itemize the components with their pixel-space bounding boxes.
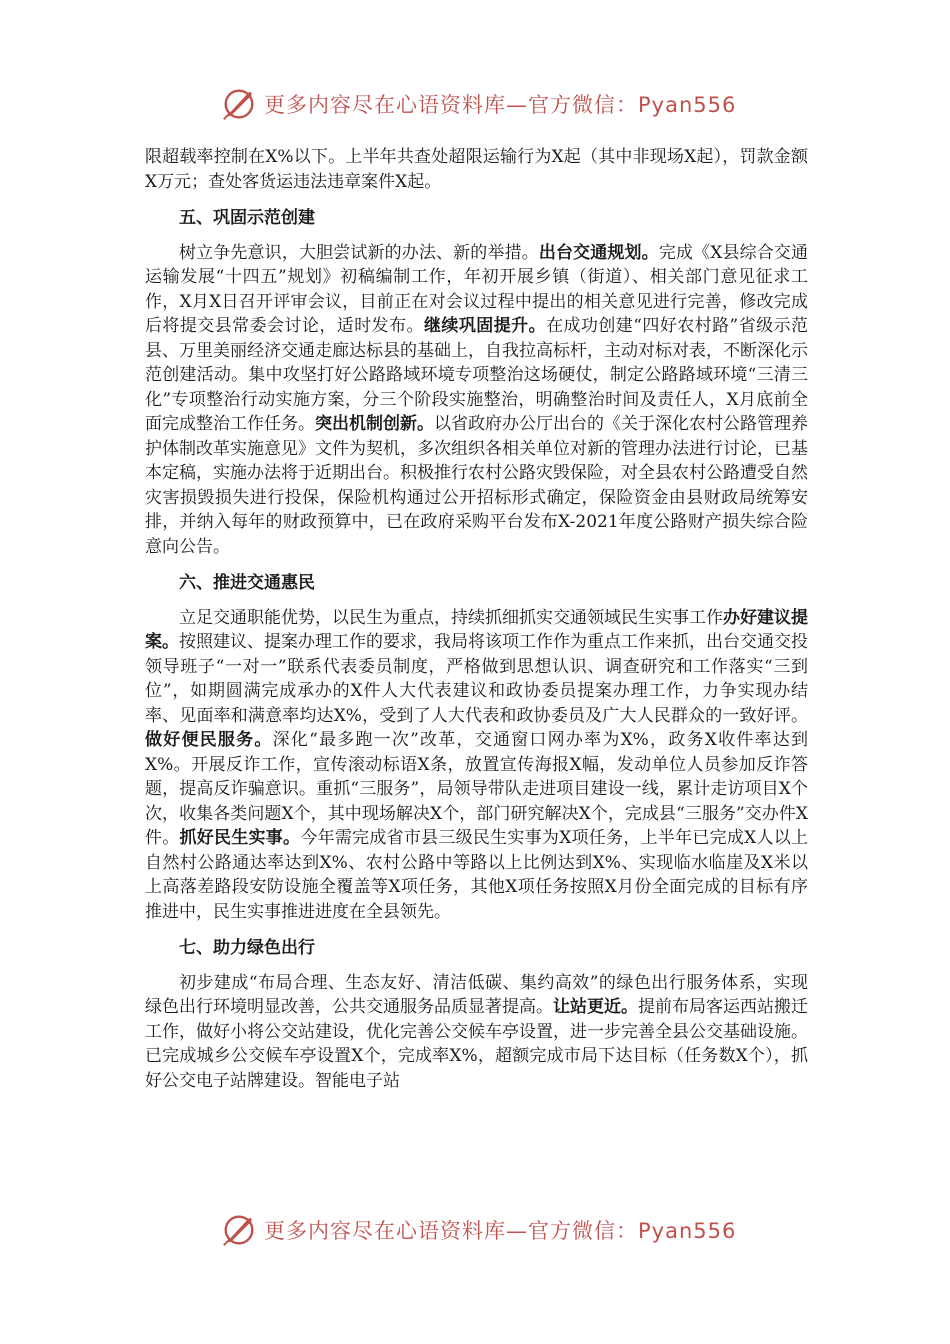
section-heading-7: 七、助力绿色出行 [179, 938, 315, 958]
paragraph-section-5: 树立争先意识，大胆尝试新的办法、新的举措。出台交通规划。完成《X县综合交通运输发展“十四五”规划》初稿编制工作，年初开展乡镇（街道）、相关部门意见征求工作，X月X日召开评审会议，目前正在对会议过程中提出的相关意见进行完善，修改完成后将提交县常委会讨论，适时发布。继续巩固提升。在成功创建“四好农村路”省级示范县、万里美丽经济交通走廊达标县的基础上，自我拉高标杆，主动对标对表，不断深化示范创建活动。集中攻坚打好公路路域环境专项整治这场硬仗，制定公路路域环境“三清三化”专项整治行动实施方案，分三个阶段实施整治，明确整治时间及责任人，X月底前全面完成整治工作任务。突出机制创新。以省政府办公厅出台的《关于深化农村公路管理养护体制改革实施意见》文件为契机，多次组织各相关单位对新的管理办法进行讨论，已基本定稿，实施办法将于近期出台。积极推行农村公路灾毁保险，对全县农村公路遭受自然灾害损毁损失进行投保，保险机构通过公开招标形式确定，保险资金由县财政局统筹安排，并纳入每年的财政预算中，已在政府采购平台发布X-2021年度公路财产损失综合险意向公告。 [145, 242, 809, 557]
watermark-text: 更多内容尽在心语资料库—官方微信：Pyan556 [264, 1219, 737, 1243]
section-heading-6: 六、推进交通惠民 [179, 573, 315, 593]
quill-logo-icon [220, 1211, 258, 1249]
bold-lead-service: 做好便民服务。 [145, 730, 273, 750]
header-watermark-banner [220, 84, 740, 124]
quill-logo-icon [220, 85, 258, 123]
footer-watermark-banner [220, 1210, 740, 1250]
bold-lead-livelihood: 抓好民生实事。 [179, 828, 301, 848]
bold-lead-innovation: 突出机制创新。 [315, 414, 434, 434]
paragraph-section-6: 立足交通职能优势，以民生为重点，持续抓细抓实交通领域民生实事工作办好建议提案。按照建议、提案办理工作的要求，我局将该项工作作为重点工作来抓，出台交通交投领导班子“一对一”联系代表委员制度，严格做到思想认识、调查研究和工作落实“三到位”，如期圆满完成承办的X件人大代表建议和政协委员提案办理工作，力争实现办结率、见面率和满意率均达X%，受到了人大代表和政协委员及广大人民群众的一致好评。做好便民服务。深化“最多跑一次”改革，交通窗口网办率为X%，政务X收件率达到X%。开展反诈工作，宣传滚动标语X条，放置宣传海报X幅，发动单位人员参加反诈答题，提高反诈骗意识。重抓“三服务”，局领导带队走进项目建设一线，累计走访项目X个次，收集各类问题X个，其中现场解决X个，部门研究解决X个，完成县“三服务”交办件X件。抓好民生实事。今年需完成省市县三级民生实事为X项任务，上半年已完成X人以上自然村公路通达率达到X%、农村公路中等路以上比例达到X%、实现临水临崖及X米以上高落差路段安防设施全覆盖等X项任务，其他X项任务按照X月份全面完成的目标有序推进中，民生实事推进进度在全县领先。 [145, 607, 808, 922]
bold-lead-consolidate: 继续巩固提升。 [424, 316, 547, 336]
watermark-text: 更多内容尽在心语资料库—官方微信：Pyan556 [264, 93, 737, 117]
bold-lead-stations: 让站更近。 [553, 997, 638, 1017]
wechat-id: Pyan556 [638, 1219, 737, 1243]
section-heading-5: 五、巩固示范创建 [179, 208, 315, 228]
bold-lead-plan: 出台交通规划。 [538, 242, 659, 263]
document-body [145, 145, 808, 1093]
paragraph-continued: 限超载率控制在X%以下。上半年共查处超限运输行为X起（其中非现场X起），罚款金额X万元；查处客货运违法违章案件X起。 [145, 147, 808, 192]
paragraph-section-7: 初步建成“布局合理、生态友好、清洁低碳、集约高效”的绿色出行服务体系，实现绿色出行环境明显改善，公共交通服务品质显著提高。让站更近。提前布局客运西站搬迁工作，做好小将公交站建设，优化完善公交候车亭设置，进一步完善全县公交基础设施。已完成城乡公交候车亭设置X个，完成率X%，超额完成市局下达目标（任务数X个），抓好公交电子站牌建设。智能电子站 [145, 972, 808, 1091]
wechat-id: Pyan556 [638, 93, 737, 117]
bold-lead-proposals: 办好建议提案。 [145, 607, 808, 652]
